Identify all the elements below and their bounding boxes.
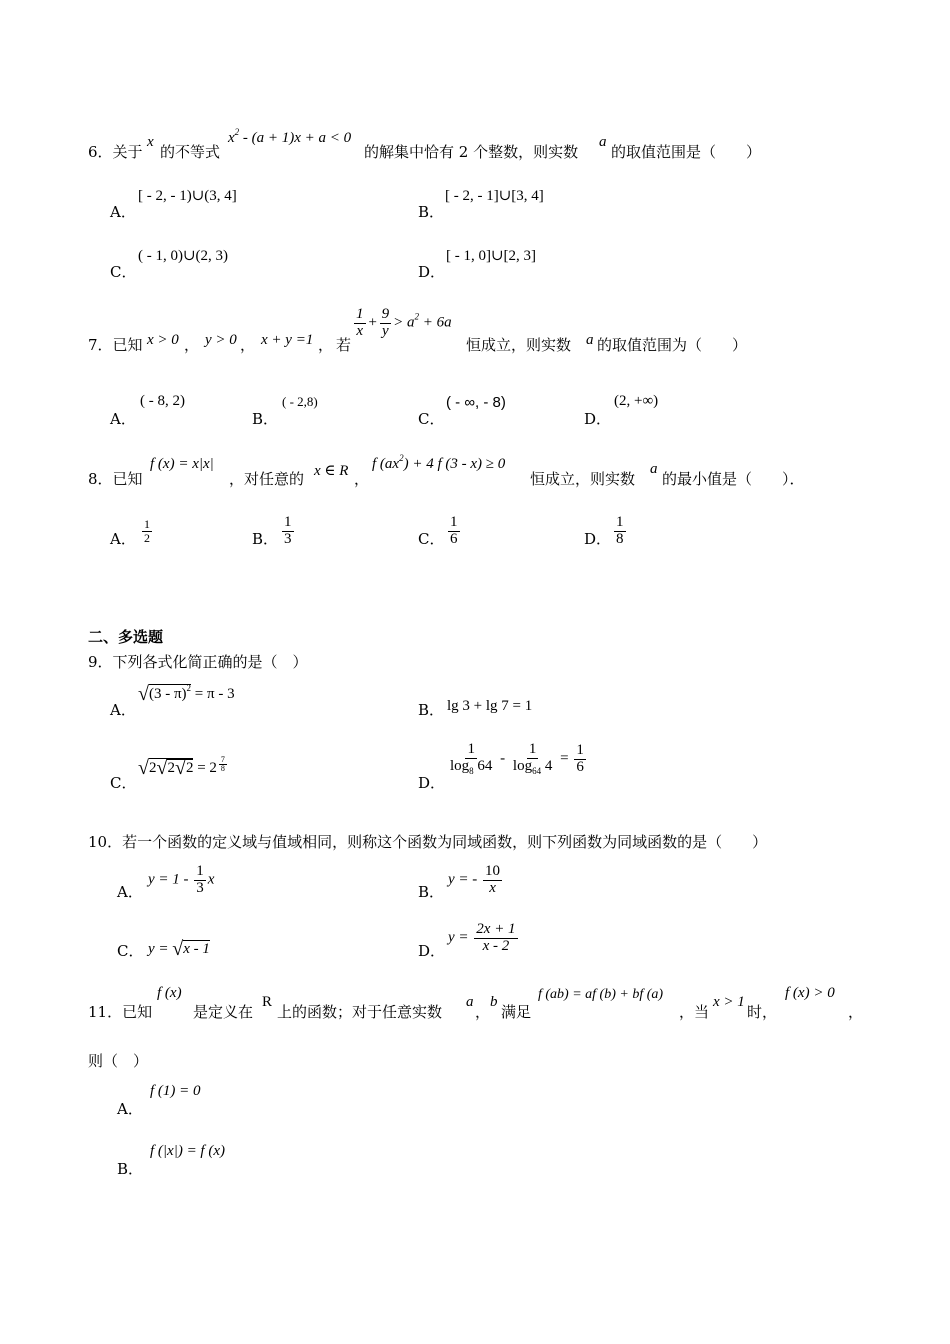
q10-b-den: x (489, 879, 496, 896)
q6-var-a: a (599, 134, 607, 150)
q7-plus: + (367, 314, 378, 331)
q10-a-post: x (207, 871, 215, 888)
q9-d-num1: 1 (467, 741, 475, 757)
q7-label-d: D． (584, 410, 612, 428)
q6-text-4: 的取值范围是（ ） (611, 143, 762, 161)
q10-stem: 10．若一个函数的定义域与值域相同，则称这个函数为同域函数，则下列函数为同域函数的是（ ） (88, 833, 768, 851)
q9-option-c (138, 756, 229, 780)
q9-c-inner-radicand (167, 757, 194, 779)
q9-c-exp-den: 8 (220, 764, 225, 774)
q9-d-rnum: 1 (576, 741, 584, 758)
q8-option-c-num: 1 (450, 514, 458, 530)
q6-text-2: 的不等式 (160, 143, 221, 161)
q9-c-rad-pre: 2 (148, 760, 157, 776)
q7-cond-3: x + y =1 (261, 332, 314, 348)
q9-d-den1-arg: 64 (473, 757, 493, 774)
q7-label-a: A． (110, 410, 136, 428)
q10-a-num: 1 (196, 863, 204, 879)
q7-rhs-exp: 2 (414, 311, 419, 322)
q7-label-b: B． (252, 410, 279, 428)
sqrt-icon: √ (174, 757, 186, 779)
q10-b-pre: y = - (448, 871, 482, 888)
q8-option-d-num: 1 (616, 514, 624, 530)
q6-number: 6． (88, 143, 113, 161)
q11-option-b: f (|x|) = f (x) (150, 1143, 225, 1159)
q9-option-a (138, 683, 235, 706)
q7-comma-1: ， (184, 336, 200, 354)
q11-line2: 则（ ） (88, 1052, 149, 1070)
q10-d-den: x - 2 (482, 937, 510, 954)
q7-option-a: ( - 8, 2) (140, 393, 185, 409)
q10-d-pre: y = (448, 929, 473, 946)
q10-label-b: B． (418, 883, 445, 901)
q10-option-c (148, 938, 210, 961)
q8-cond: x ∈ R (314, 463, 349, 479)
q8-label-b: B． (252, 530, 279, 548)
section-title: 二、多选题 (88, 628, 164, 646)
sqrt-icon: √ (138, 757, 149, 779)
q11-equation: f (ab) = af (b) + bf (a) (538, 987, 664, 1002)
q8-comma: ， (354, 470, 370, 488)
q11-stem: 11．已知 (88, 1003, 153, 1021)
q10-c-radicand: x - 1 (183, 941, 210, 957)
q9-c-radicand (148, 757, 194, 779)
q7-option-d: (2, +∞) (614, 393, 659, 409)
q8-ineq-exp: 2 (399, 453, 404, 463)
q6-label-d: D． (418, 263, 446, 281)
q6-inequality (228, 127, 351, 147)
q9-c-exp-num: 7 (220, 755, 225, 764)
q6-label-a: A． (110, 203, 136, 221)
q8-option-b-num: 1 (284, 514, 292, 530)
q11-label-b: B． (117, 1160, 144, 1178)
q11-text-3: 上的函数；对于任意实数 (277, 1003, 443, 1021)
q10-a-pre: y = 1 - (148, 871, 193, 888)
q11-cond: x > 1 (713, 994, 745, 1010)
q8-stem: 8．已知 (88, 470, 143, 488)
q11-option-a: f (1) = 0 (150, 1083, 201, 1099)
q11-label-a: A． (117, 1100, 143, 1118)
q8-option-a-den: 2 (144, 530, 150, 545)
q7-cond-2: y > 0 (205, 332, 237, 348)
q6-option-a: [ - 2, - 1)∪(3, 4] (138, 188, 237, 204)
q9-a-exp: 2 (186, 683, 192, 693)
q10-c-pre: y = (148, 941, 173, 957)
q7-option-b: ( - 2,8) (282, 394, 318, 409)
q11-text-2: 是定义在 (193, 1003, 254, 1021)
q7-stem: 7．已知 (88, 336, 143, 354)
q8-option-a (140, 518, 154, 544)
q9-c-rad-inner2: 2 (185, 760, 194, 776)
q8-label-d: D． (584, 530, 612, 548)
q7-label-c: C． (418, 410, 445, 428)
q8-label-a: A． (110, 530, 136, 548)
q9-label-b: B． (418, 701, 445, 719)
q7-comma-3: ， (318, 336, 334, 354)
q7-rhs-post: + 6a (419, 314, 452, 331)
q10-label-c: C． (117, 942, 144, 960)
q7-tail-1: 恒成立，则实数 (466, 336, 572, 354)
q6-ineq-post: - (a + 1)x + a < 0 (239, 130, 352, 146)
q7-comma-2: ， (240, 336, 256, 354)
q9-d-den2: log (512, 757, 533, 774)
q6-text-1: 关于 (112, 143, 143, 161)
q8-option-d (612, 515, 628, 548)
q11-comma-2: ， (848, 1003, 864, 1021)
q9-d-den2-base: 64 (532, 765, 542, 776)
q9-d-rden: 6 (576, 758, 584, 775)
q10-option-a (148, 864, 214, 897)
q8-option-c-den: 6 (450, 530, 458, 547)
q11-var-a: a (466, 994, 474, 1010)
q8-option-b-den: 3 (284, 530, 292, 547)
q8-function: f (x) = x|x| (150, 456, 214, 472)
q9-d-num2: 1 (528, 741, 537, 757)
q9-option-d (446, 742, 588, 776)
q8-option-c (446, 515, 462, 548)
q7-tail-2: 的取值范围为（ ） (597, 336, 748, 354)
q9-d-den1-base: 8 (469, 765, 474, 776)
q11-R: R (262, 994, 273, 1010)
q7-cond-1: x > 0 (147, 332, 179, 348)
q6-ineq-pre: x (228, 130, 235, 146)
q7-frac2-num: 9 (381, 306, 390, 322)
q9-a-radicand-text: (3 - π) (148, 686, 187, 702)
q11-cond2: f (x) > 0 (785, 985, 835, 1001)
q11-text-6: 时， (747, 1003, 778, 1021)
q6-label-c: C． (110, 263, 137, 281)
q8-ineq-pre: f (ax (372, 456, 400, 472)
q9-a-rhs: = π - 3 (191, 686, 235, 702)
q6-option-d: [ - 1, 0]∪[2, 3] (446, 248, 537, 264)
q8-option-d-den: 8 (616, 530, 624, 547)
q10-a-den: 3 (196, 879, 204, 896)
q7-frac1-den: x (356, 322, 364, 339)
q9-label-a: A． (110, 701, 136, 719)
q10-option-b (448, 864, 504, 897)
q6-var-x: x (147, 134, 154, 150)
q6-ineq-exp: 2 (234, 127, 240, 137)
q9-d-den1: log (450, 757, 470, 774)
sqrt-icon: √ (172, 938, 184, 960)
q9-d-den2-arg: 4 (541, 757, 553, 774)
q7-option-c: ( - ∞, - 8) (446, 394, 506, 411)
q7-var-a: a (586, 332, 594, 348)
q6-option-b: [ - 2, - 1]∪[3, 4] (445, 188, 544, 204)
q6-stem (88, 141, 143, 162)
q9-label-d: D． (418, 774, 446, 792)
q11-comma: ， (475, 1003, 491, 1021)
q11-fx: f (x) (157, 985, 182, 1001)
q8-text-3: 恒成立，则实数 (530, 470, 636, 488)
q6-text-3: 的解集中恰有 2 个整数，则实数 (364, 143, 579, 161)
q8-label-c: C． (418, 530, 445, 548)
q9-label-c: C． (110, 774, 137, 792)
q11-text-4: 满足 (501, 1003, 532, 1021)
q9-a-radicand (149, 684, 191, 702)
q7-inequality (352, 307, 452, 340)
q6-label-b: B． (418, 203, 445, 221)
sqrt-icon: √ (138, 683, 149, 705)
q8-option-b (280, 515, 296, 548)
q8-ineq-post: ) + 4 f (3 - x) ≥ 0 (403, 456, 506, 472)
q7-frac1-num: 1 (356, 306, 364, 322)
q9-stem: 9．下列各式化简正确的是（ ） (88, 653, 308, 671)
q8-text-4: 的最小值是（ ）． (662, 470, 805, 488)
q7-rhs-pre: > a (393, 314, 415, 331)
q9-d-minus: - (496, 750, 509, 767)
q10-b-num: 10 (485, 863, 501, 879)
q10-label-d: D． (418, 942, 446, 960)
q10-label-a: A． (117, 883, 143, 901)
q10-d-num: 2x + 1 (476, 921, 516, 937)
q6-option-c: ( - 1, 0)∪(2, 3) (138, 248, 229, 264)
q9-c-rad-inner: 2 (167, 760, 175, 776)
q11-var-b: b (490, 994, 498, 1010)
q9-c-rhs: = 2 (193, 760, 217, 776)
q9-option-b: lg 3 + lg 7 = 1 (447, 698, 533, 714)
q11-text-5: ，当 (679, 1003, 710, 1021)
q7-ruo: 若 (336, 336, 352, 354)
q8-option-a-num: 1 (144, 517, 150, 531)
q10-option-d (448, 922, 520, 955)
q9-d-eq: = (556, 750, 573, 767)
q8-inequality (372, 453, 505, 473)
q8-var-a: a (650, 461, 658, 477)
sqrt-icon: √ (156, 757, 168, 779)
q7-frac2-den: y (382, 322, 389, 339)
q8-text-2: ，对任意的 (229, 470, 305, 488)
